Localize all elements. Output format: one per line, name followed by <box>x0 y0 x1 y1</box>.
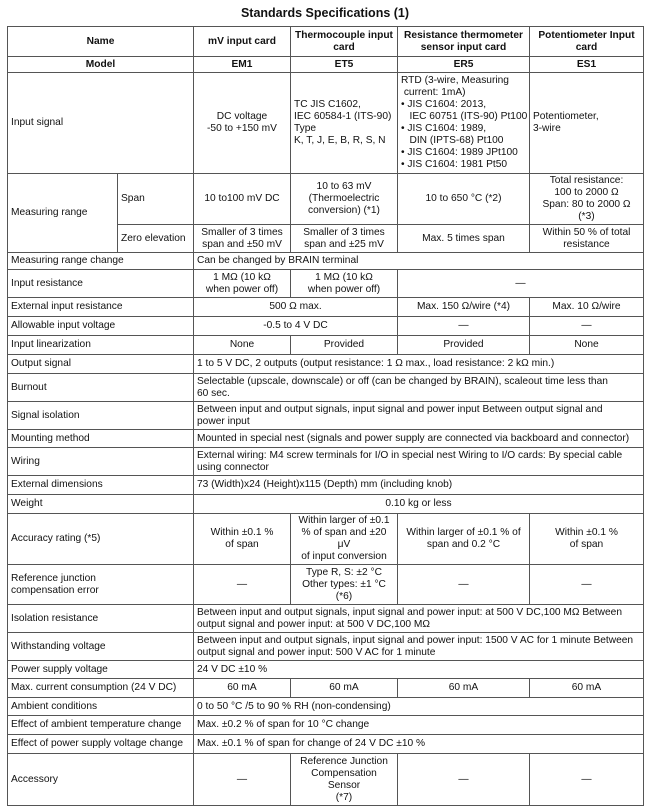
allowable-voltage-es1: — <box>530 317 644 336</box>
span-et5: 10 to 63 mV (Thermoelectric conversion) (*1) <box>291 174 398 225</box>
accuracy-label: Accuracy rating (*5) <box>8 514 194 565</box>
ref-junction-row <box>8 565 644 605</box>
dimensions-row <box>8 476 644 495</box>
ref-junction-em1: — <box>194 565 291 605</box>
output-signal-row <box>8 355 644 374</box>
allowable-voltage-mv-tc: -0.5 to 4 V DC <box>194 317 398 336</box>
current-row <box>8 679 644 698</box>
supply-effect-value: Max. ±0.1 % of span for change of 24 V DC ±10 % <box>194 735 644 754</box>
power-supply-row <box>8 661 644 679</box>
measuring-range-label: Measuring range <box>8 174 118 253</box>
range-change-value: Can be changed by BRAIN terminal <box>194 253 644 270</box>
span-label: Span <box>118 174 194 225</box>
accuracy-row <box>8 514 644 565</box>
ext-input-resistance-mv-tc: 500 Ω max. <box>194 298 398 317</box>
power-supply-value: 24 V DC ±10 % <box>194 661 644 679</box>
current-er5: 60 mA <box>398 679 530 698</box>
em1-model: EM1 <box>194 57 291 73</box>
range-change-label: Measuring range change <box>8 253 194 270</box>
weight-row <box>8 495 644 514</box>
er5-name: Resistance thermometer sensor input card <box>398 27 530 57</box>
em1-name: mV input card <box>194 27 291 57</box>
input-resistance-row <box>8 270 644 298</box>
accessory-row <box>8 754 644 806</box>
input-signal-er5: RTD (3-wire, Measuring current: 1mA) • JIS C1604: 2013, IEC 60751 (ITS-90) Pt100 • JIS C1604: 1989, DIN (IPTS-68) Pt100 • JIS C1604: 1989 JPt100 • JIS C1604: 1981 Pt50 <box>398 73 530 174</box>
es1-name: Potentiometer Input card <box>530 27 644 57</box>
ambient-row <box>8 698 644 716</box>
accessory-em1: — <box>194 754 291 806</box>
burnout-row <box>8 374 644 402</box>
signal-isolation-label: Signal isolation <box>8 402 194 430</box>
withstanding-value: Between input and output signals, input signal and power input: 1500 V AC for 1 minute Between output signal and power input: 500 V AC for 1 minute <box>194 633 644 661</box>
ext-input-resistance-row <box>8 298 644 317</box>
zero-es1: Within 50 % of total resistance <box>530 225 644 253</box>
page-title: Standards Specifications (1) <box>240 6 410 20</box>
input-resistance-label: Input resistance <box>8 270 194 298</box>
ext-input-resistance-er5: Max. 150 Ω/wire (*4) <box>398 298 530 317</box>
mounting-value: Mounted in special nest (signals and power supply are connected via backboard and connector) <box>194 430 644 448</box>
model-row <box>8 57 644 73</box>
accessory-label: Accessory <box>8 754 194 806</box>
signal-isolation-row <box>8 402 644 430</box>
span-er5: 10 to 650 °C (*2) <box>398 174 530 225</box>
linearization-er5: Provided <box>398 336 530 355</box>
isolation-resistance-row <box>8 605 644 633</box>
withstanding-row <box>8 633 644 661</box>
accessory-er5: — <box>398 754 530 806</box>
ref-junction-es1: — <box>530 565 644 605</box>
output-signal-value: 1 to 5 V DC, 2 outputs (output resistance: 1 Ω max., load resistance: 2 kΩ min.) <box>194 355 644 374</box>
withstanding-label: Withstanding voltage <box>8 633 194 661</box>
accessory-es1: — <box>530 754 644 806</box>
er5-model: ER5 <box>398 57 530 73</box>
name-header: Name <box>8 27 194 57</box>
ref-junction-er5: — <box>398 565 530 605</box>
allowable-voltage-row <box>8 317 644 336</box>
power-supply-label: Power supply voltage <box>8 661 194 679</box>
span-es1: Total resistance: 100 to 2000 Ω Span: 80 to 2000 Ω (*3) <box>530 174 644 225</box>
ambient-effect-value: Max. ±0.2 % of span for 10 °C change <box>194 716 644 735</box>
ambient-effect-label: Effect of ambient temperature change <box>8 716 194 735</box>
input-signal-et5: TC JIS C1602, IEC 60584-1 (ITS-90) Type K, T, J, E, B, R, S, N <box>291 73 398 174</box>
burnout-label: Burnout <box>8 374 194 402</box>
accuracy-er5: Within larger of ±0.1 % of span and 0.2 °C <box>398 514 530 565</box>
burnout-value: Selectable (upscale, downscale) or off (can be changed by BRAIN), scaleout time less than 60 sec. <box>194 374 644 402</box>
zero-elevation-label: Zero elevation <box>118 225 194 253</box>
zero-et5: Smaller of 3 times span and ±25 mV <box>291 225 398 253</box>
allowable-voltage-label: Allowable input voltage <box>8 317 194 336</box>
mounting-row <box>8 430 644 448</box>
current-em1: 60 mA <box>194 679 291 698</box>
input-signal-label: Input signal <box>8 73 194 174</box>
linearization-es1: None <box>530 336 644 355</box>
wiring-label: Wiring <box>8 448 194 476</box>
input-resistance-et5: 1 MΩ (10 kΩ when power off) <box>291 270 398 298</box>
zero-er5: Max. 5 times span <box>398 225 530 253</box>
zero-em1: Smaller of 3 times span and ±50 mV <box>194 225 291 253</box>
accuracy-es1: Within ±0.1 % of span <box>530 514 644 565</box>
et5-name: Thermocouple input card <box>291 27 398 57</box>
ext-input-resistance-label: External input resistance <box>8 298 194 317</box>
allowable-voltage-er5: — <box>398 317 530 336</box>
specifications-table <box>7 26 644 806</box>
model-header: Model <box>8 57 194 73</box>
output-signal-label: Output signal <box>8 355 194 374</box>
linearization-et5: Provided <box>291 336 398 355</box>
input-signal-em1: DC voltage -50 to +150 mV <box>194 73 291 174</box>
measuring-range-span-row <box>8 174 644 225</box>
ambient-label: Ambient conditions <box>8 698 194 716</box>
weight-value: 0.10 kg or less <box>194 495 644 514</box>
accuracy-et5: Within larger of ±0.1 % of span and ±20 μV of input conversion <box>291 514 398 565</box>
ext-input-resistance-es1: Max. 10 Ω/wire <box>530 298 644 317</box>
accessory-et5: Reference Junction Compensation Sensor (*7) <box>291 754 398 806</box>
input-resistance-em1: 1 MΩ (10 kΩ when power off) <box>194 270 291 298</box>
range-change-row <box>8 253 644 270</box>
input-resistance-er5-es1: — <box>398 270 644 298</box>
input-signal-row <box>8 73 644 174</box>
weight-label: Weight <box>8 495 194 514</box>
linearization-row <box>8 336 644 355</box>
linearization-em1: None <box>194 336 291 355</box>
signal-isolation-value: Between input and output signals, input signal and power input Between output signal and power input <box>194 402 644 430</box>
supply-effect-row <box>8 735 644 754</box>
span-em1: 10 to100 mV DC <box>194 174 291 225</box>
et5-model: ET5 <box>291 57 398 73</box>
name-row <box>8 27 644 57</box>
input-signal-es1: Potentiometer, 3-wire <box>530 73 644 174</box>
current-label: Max. current consumption (24 V DC) <box>8 679 194 698</box>
mounting-label: Mounting method <box>8 430 194 448</box>
wiring-value: External wiring: M4 screw terminals for I/O in special nest Wiring to I/O cards: By special cable using connector <box>194 448 644 476</box>
dimensions-label: External dimensions <box>8 476 194 495</box>
es1-model: ES1 <box>530 57 644 73</box>
ref-junction-label: Reference junction compensation error <box>8 565 194 605</box>
supply-effect-label: Effect of power supply voltage change <box>8 735 194 754</box>
linearization-label: Input linearization <box>8 336 194 355</box>
ambient-effect-row <box>8 716 644 735</box>
isolation-resistance-value: Between input and output signals, input signal and power input: at 500 V DC,100 MΩ Between output signal and power input: at 500 V DC,100 MΩ <box>194 605 644 633</box>
ambient-value: 0 to 50 °C /5 to 90 % RH (non-condensing) <box>194 698 644 716</box>
dimensions-value: 73 (Width)x24 (Height)x115 (Depth) mm (including knob) <box>194 476 644 495</box>
current-et5: 60 mA <box>291 679 398 698</box>
accuracy-em1: Within ±0.1 % of span <box>194 514 291 565</box>
isolation-resistance-label: Isolation resistance <box>8 605 194 633</box>
current-es1: 60 mA <box>530 679 644 698</box>
wiring-row <box>8 448 644 476</box>
ref-junction-et5: Type R, S: ±2 °C Other types: ±1 °C (*6) <box>291 565 398 605</box>
